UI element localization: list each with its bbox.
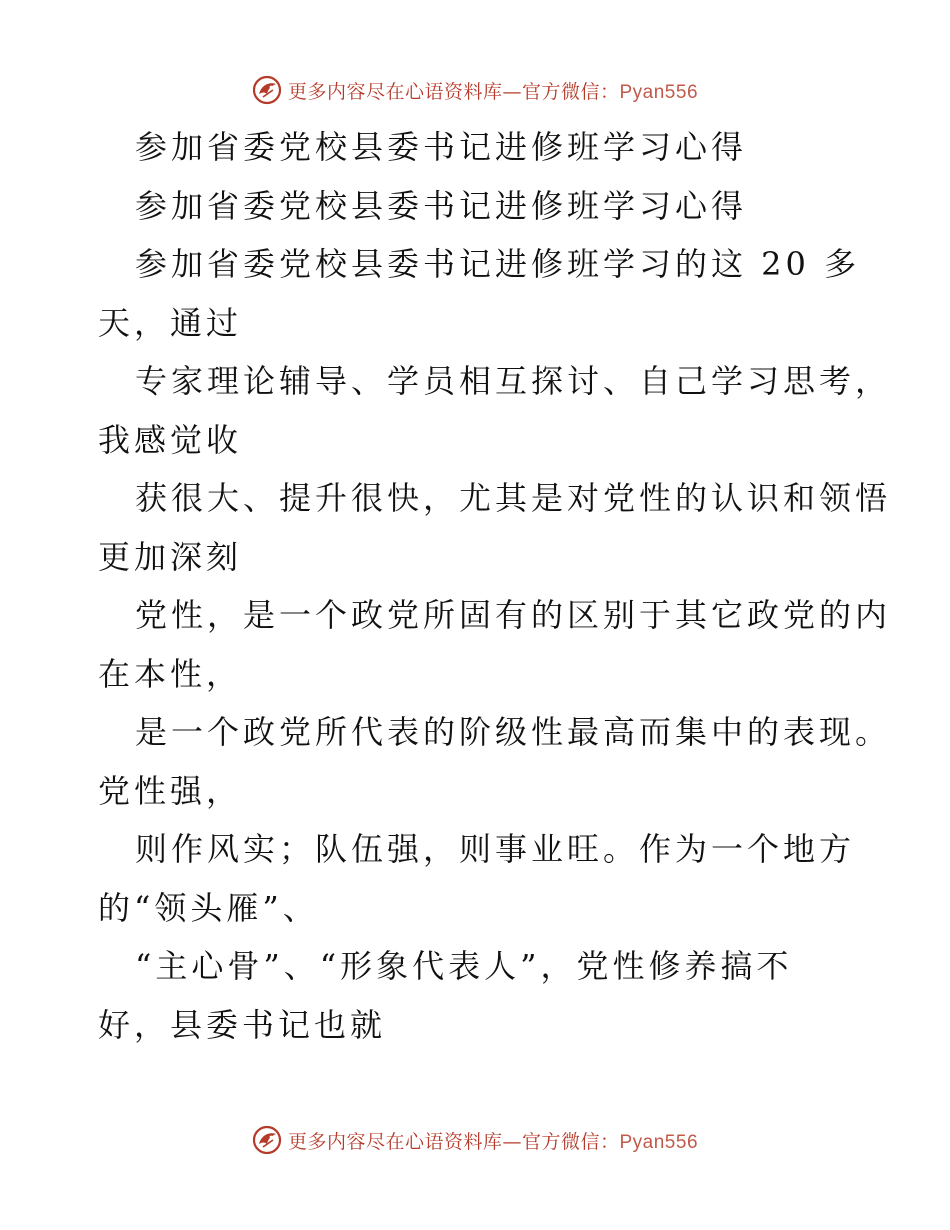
- text-line: 我感觉收: [98, 420, 243, 459]
- text-line: 参加省委党校县委书记进修班学习心得: [135, 186, 748, 225]
- text-line: 则作风实；队伍强，则事业旺。作为一个地方: [135, 830, 856, 868]
- text-line: 专家理论辅导、学员相互探讨、自己学习思考，: [135, 362, 892, 400]
- red-bird-logo-icon: [252, 1125, 282, 1155]
- text-line: 参加省委党校县委书记进修班学习心得: [135, 128, 748, 166]
- text-line: 更加深刻: [98, 537, 243, 576]
- header-wechat-id: Pyan556: [619, 81, 699, 103]
- header-banner: [0, 70, 950, 110]
- text-line: 获很大、提升很快，尤其是对党性的认识和领悟: [135, 479, 892, 517]
- text-line: 在本性，: [98, 654, 243, 693]
- text-line: 党性强，: [98, 771, 243, 810]
- red-bird-logo-icon: [252, 75, 282, 105]
- text-line: 的“领头雁”、: [98, 888, 319, 927]
- text-line: 参加省委党校县委书记进修班学习的这 20 多: [135, 245, 861, 283]
- footer-banner-text: 更多内容尽在心语资料库—官方微信：Pyan556: [287, 1130, 699, 1153]
- footer-banner: [0, 1120, 950, 1160]
- text-line: 天，通过: [98, 303, 243, 342]
- text-line: 好，县委书记也就: [98, 1005, 387, 1044]
- text-line: “主心骨”、“形象代表人”，党性修养搞不: [135, 947, 793, 985]
- footer-wechat-id: Pyan556: [619, 1131, 699, 1153]
- document-body: [98, 118, 892, 1054]
- text-line: 是一个政党所代表的阶级性最高而集中的表现。: [135, 713, 892, 751]
- text-line: 党性，是一个政党所固有的区别于其它政党的内: [135, 596, 892, 634]
- header-banner-text: 更多内容尽在心语资料库—官方微信：Pyan556: [287, 80, 699, 103]
